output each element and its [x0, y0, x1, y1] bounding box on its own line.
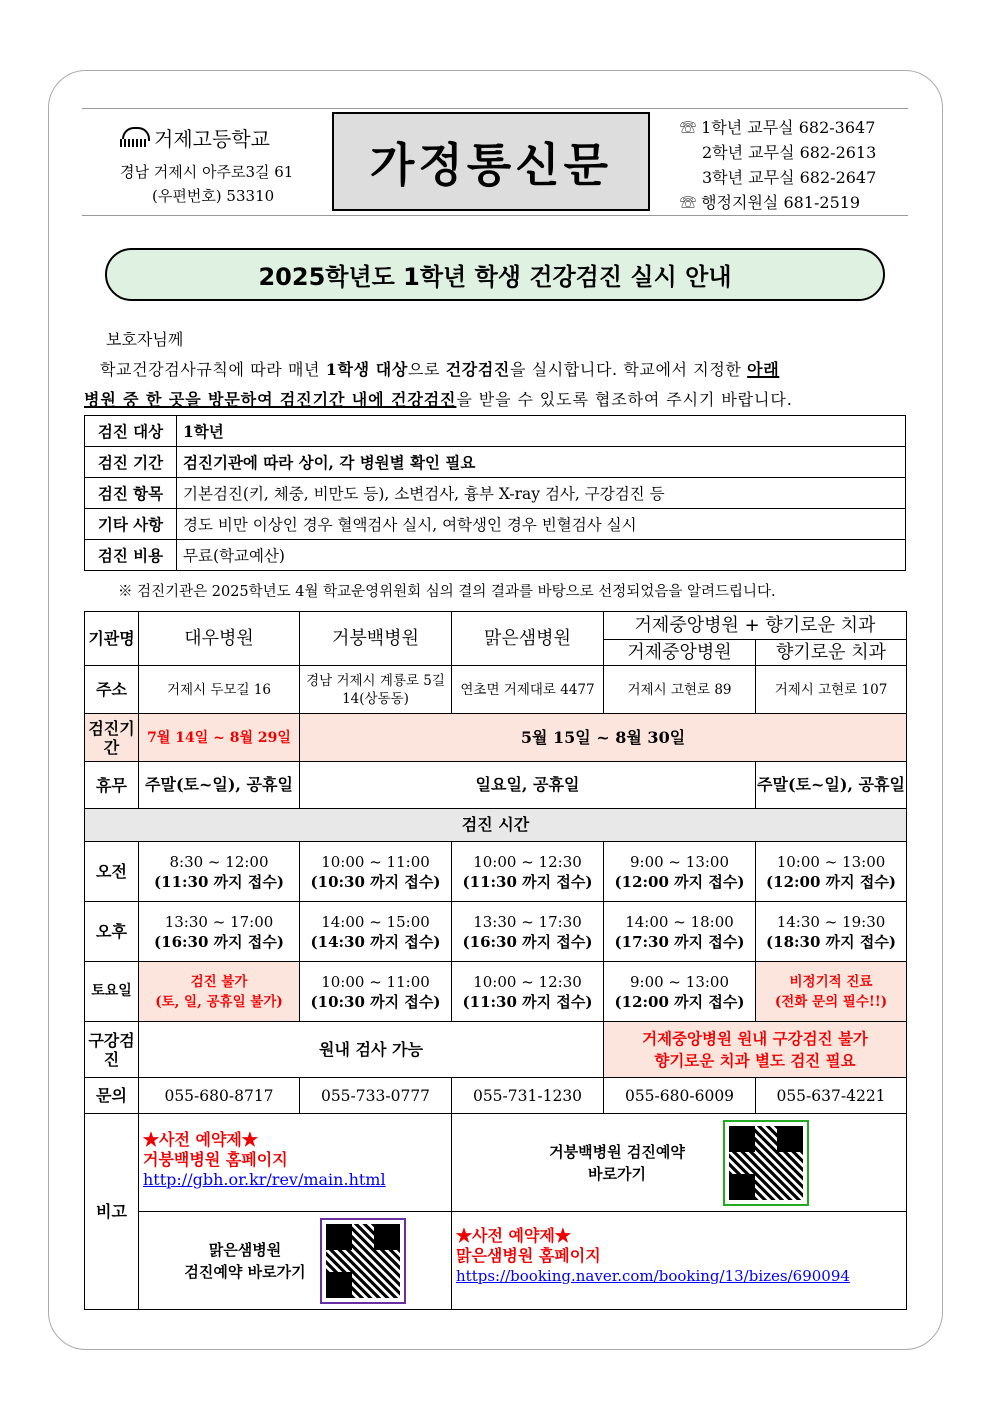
- time-range: 9:00 ~ 13:00: [629, 972, 730, 991]
- intro-line-2: [84, 385, 894, 415]
- reception-time: (12:00 까지 접수): [614, 992, 745, 1011]
- selection-note: ※ 검진기관은 2025학년도 4월 학교운영위원회 심의 결의 결과를 바탕으로 선정되었음을 알려드립니다.: [118, 584, 776, 600]
- time-range: 8:30 ~ 12:00: [169, 852, 269, 871]
- pm-cell: [604, 902, 756, 962]
- reception-time: (11:30 까지 접수): [154, 872, 284, 891]
- hospital-name: 대우병원: [139, 612, 300, 666]
- malgeun-booking-cell: [452, 1212, 907, 1310]
- intro-text-span: 을 받을 수 있도록 협조하여 주시기 바랍니다.: [456, 390, 793, 409]
- intro-bold: 건강검진: [445, 360, 510, 379]
- period-label: 검진기간: [85, 714, 139, 762]
- phone-line: ☏ 행정지원실 681-2519: [680, 193, 861, 212]
- time-header: 검진 시간: [85, 809, 907, 842]
- salutation: 보호자님께: [106, 330, 184, 349]
- period-daewoo: 7월 14일 ~ 8월 29일: [139, 714, 300, 762]
- hospital-table: [84, 611, 907, 1310]
- hospital-address: 거제시 고현로 89: [604, 666, 756, 714]
- reception-time: (17:30 까지 접수): [614, 932, 745, 951]
- reception-time: (16:30 까지 접수): [154, 932, 284, 951]
- info-row: [85, 478, 906, 509]
- reception-time: (11:30 까지 접수): [462, 872, 593, 891]
- hospital-address: 거제시 두모길 16: [139, 666, 300, 714]
- contact-phone: 055-680-8717: [139, 1078, 300, 1114]
- phone-line: 2학년 교무실 682-2613: [702, 143, 877, 162]
- address-label: 주소: [85, 666, 139, 714]
- reception-time: (11:30 까지 접수): [462, 992, 593, 1011]
- reception-time: (18:30 까지 접수): [766, 932, 896, 951]
- am-cell: [604, 842, 756, 902]
- hospital-address: 연초면 거제대로 4477: [452, 666, 604, 714]
- info-value: 기본검진(키, 체중, 비만도 등), 소변검사, 흉부 X-ray 검사, 구강검진 등: [177, 478, 906, 509]
- pm-label: 오후: [85, 902, 139, 962]
- qr-caption-line: 바로가기: [588, 1164, 646, 1183]
- qr-pattern: [326, 1224, 400, 1298]
- geobung-qr-cell: [452, 1114, 907, 1212]
- remark-label: 비고: [85, 1114, 139, 1310]
- pm-cell: [139, 902, 300, 962]
- sat-cell: [300, 962, 452, 1022]
- oral-label: 구강검진: [85, 1022, 139, 1078]
- time-range: 14:00 ~ 15:00: [321, 912, 430, 931]
- oral-note-line: 거제중앙병원 원내 구강검진 불가: [642, 1028, 868, 1048]
- hospital-name: 거붕백병원: [300, 612, 452, 666]
- time-range: 13:30 ~ 17:30: [473, 912, 582, 931]
- sat-label: 토요일: [85, 962, 139, 1022]
- am-label: 오전: [85, 842, 139, 902]
- hospital-address: 거제시 고현로 107: [756, 666, 907, 714]
- reception-time: (12:00 까지 접수): [614, 872, 745, 891]
- info-row: [85, 447, 906, 478]
- geobung-booking-cell: [139, 1114, 452, 1212]
- hospital-name: 맑은샘병원: [452, 612, 604, 666]
- time-range: 10:00 ~ 12:30: [473, 852, 582, 871]
- contact-label: 문의: [85, 1078, 139, 1114]
- phone-line: ☏ 1학년 교무실 682-3647: [680, 118, 876, 137]
- period-others: 5월 15일 ~ 8월 30일: [300, 714, 907, 762]
- info-key: 검진 대상: [85, 416, 177, 447]
- time-range: 14:30 ~ 19:30: [776, 912, 886, 931]
- malgeun-prebook: ★사전 예약제★: [456, 1226, 571, 1245]
- intro-bold: 1학생 대상: [325, 360, 408, 379]
- geobung-prebook: ★사전 예약제★: [143, 1130, 258, 1149]
- sat-status: 검진 불가: [190, 973, 248, 990]
- time-range: 10:00 ~ 12:30: [473, 972, 582, 991]
- info-row: [85, 540, 906, 571]
- intro-text-span: 을 실시합니다. 학교에서 지정한: [509, 360, 748, 379]
- contact-phone: 055-637-4221: [756, 1078, 907, 1114]
- malgeun-url-link[interactable]: https://booking.naver.com/booking/13/bizes/690094: [456, 1267, 850, 1285]
- time-range: 14:00 ~ 18:00: [625, 912, 734, 931]
- info-key: 검진 기간: [85, 447, 177, 478]
- time-range: 10:00 ~ 11:00: [321, 972, 430, 991]
- intro-text: [84, 325, 894, 415]
- document-title-box: [332, 112, 650, 211]
- sat-cell: [452, 962, 604, 1022]
- pm-cell: [300, 902, 452, 962]
- reception-time: (10:30 까지 접수): [310, 992, 441, 1011]
- intro-underline: 병원 중 한 곳을 방문하여 검진기간 내에 건강검진: [84, 390, 457, 409]
- oral-note: [604, 1022, 907, 1078]
- org-header: 기관명: [85, 612, 139, 666]
- info-key: 기타 사항: [85, 509, 177, 540]
- am-cell: [139, 842, 300, 902]
- intro-text-span: 으로: [407, 360, 446, 379]
- info-value: 경도 비만 이상인 경우 혈액검사 실시, 여학생인 경우 빈혈검사 실시: [177, 509, 906, 540]
- info-value: 검진기관에 따라 상이, 각 병원별 확인 필요: [177, 447, 906, 478]
- qr-caption-line: 거붕백병원 검진예약: [549, 1142, 685, 1161]
- qr-caption-line: 맑은샘병원: [208, 1240, 282, 1259]
- intro-text-span: 학교건강검사규칙에 따라 매년: [100, 360, 326, 379]
- reception-time: (10:30 까지 접수): [310, 872, 441, 891]
- document-title: 가정통신문: [369, 137, 613, 192]
- info-value: 무료(학교예산): [177, 540, 906, 571]
- sat-cell: [604, 962, 756, 1022]
- reception-time: (16:30 까지 접수): [462, 932, 593, 951]
- school-name: 거제고등학교: [154, 127, 270, 151]
- closed-dental: 주말(토~일), 공휴일: [756, 762, 907, 809]
- time-range: 9:00 ~ 13:00: [629, 852, 730, 871]
- time-range: 10:00 ~ 11:00: [321, 852, 430, 871]
- notice-banner: [105, 248, 885, 301]
- school-zip: (우편번호) 53310: [152, 187, 275, 205]
- intro-line-1: [84, 355, 894, 385]
- am-cell: [756, 842, 907, 902]
- hospital-address: 경남 거제시 계룡로 5길 14(상동동): [300, 666, 452, 714]
- oral-in-hospital: 원내 검사 가능: [139, 1022, 604, 1078]
- pm-cell: [452, 902, 604, 962]
- school-emblem-icon: [120, 127, 148, 149]
- sat-daewoo: [139, 962, 300, 1022]
- info-table: [84, 415, 906, 571]
- sat-dental: [756, 962, 907, 1022]
- am-cell: [452, 842, 604, 902]
- closed-mid: 일요일, 공휴일: [300, 762, 756, 809]
- time-range: 10:00 ~ 13:00: [776, 852, 886, 871]
- reception-time: (12:00 까지 접수): [766, 872, 896, 891]
- oral-note-line: 향기로운 치과 별도 검진 필요: [654, 1050, 856, 1070]
- malgeun-qr-cell: [139, 1212, 452, 1310]
- sat-status: 비정기적 진료: [789, 973, 873, 990]
- sat-note: (토, 일, 공휴일 불가): [155, 993, 283, 1010]
- letter-header: [82, 108, 908, 216]
- qr-caption-line: 검진예약 바로가기: [184, 1262, 306, 1281]
- closed-label: 휴무: [85, 762, 139, 809]
- info-key: 검진 항목: [85, 478, 177, 509]
- combo-header: 거제중앙병원 + 향기로운 치과: [604, 612, 907, 640]
- geobung-homepage-label: 거붕백병원 홈페이지: [143, 1150, 288, 1169]
- info-row: [85, 509, 906, 540]
- qr-pattern: [729, 1126, 803, 1200]
- time-range: 13:30 ~ 17:00: [164, 912, 274, 931]
- info-row: [85, 416, 906, 447]
- contact-phone: 055-733-0777: [300, 1078, 452, 1114]
- school-address: 경남 거제시 아주로3길 61: [120, 163, 294, 181]
- reception-time: (14:30 까지 접수): [310, 932, 441, 951]
- pm-cell: [756, 902, 907, 962]
- info-key: 검진 비용: [85, 540, 177, 571]
- notice-title: 2025학년도 1학년 학생 건강검진 실시 안내: [258, 263, 732, 291]
- school-logo: [120, 123, 270, 152]
- geobung-qr-caption: [549, 1141, 685, 1185]
- geobung-qr-code-icon[interactable]: [723, 1120, 809, 1206]
- intro-underline: 아래: [747, 360, 780, 379]
- info-value: 1학년: [177, 416, 906, 447]
- geobung-url-link[interactable]: http://gbh.or.kr/rev/main.html: [143, 1170, 386, 1189]
- phone-list: [680, 115, 876, 215]
- am-cell: [300, 842, 452, 902]
- hospital-name: 향기로운 치과: [756, 640, 907, 666]
- contact-phone: 055-680-6009: [604, 1078, 756, 1114]
- contact-phone: 055-731-1230: [452, 1078, 604, 1114]
- malgeun-qr-caption: [184, 1239, 305, 1283]
- sat-note: (전화 문의 필수!!): [774, 993, 888, 1010]
- malgeun-homepage-label: 맑은샘병원 홈페이지: [456, 1246, 601, 1265]
- hospital-name: 거제중앙병원: [604, 640, 756, 666]
- closed-daewoo: 주말(토~일), 공휴일: [139, 762, 300, 809]
- malgeun-qr-code-icon[interactable]: [320, 1218, 406, 1304]
- phone-line: 3학년 교무실 682-2647: [702, 168, 877, 187]
